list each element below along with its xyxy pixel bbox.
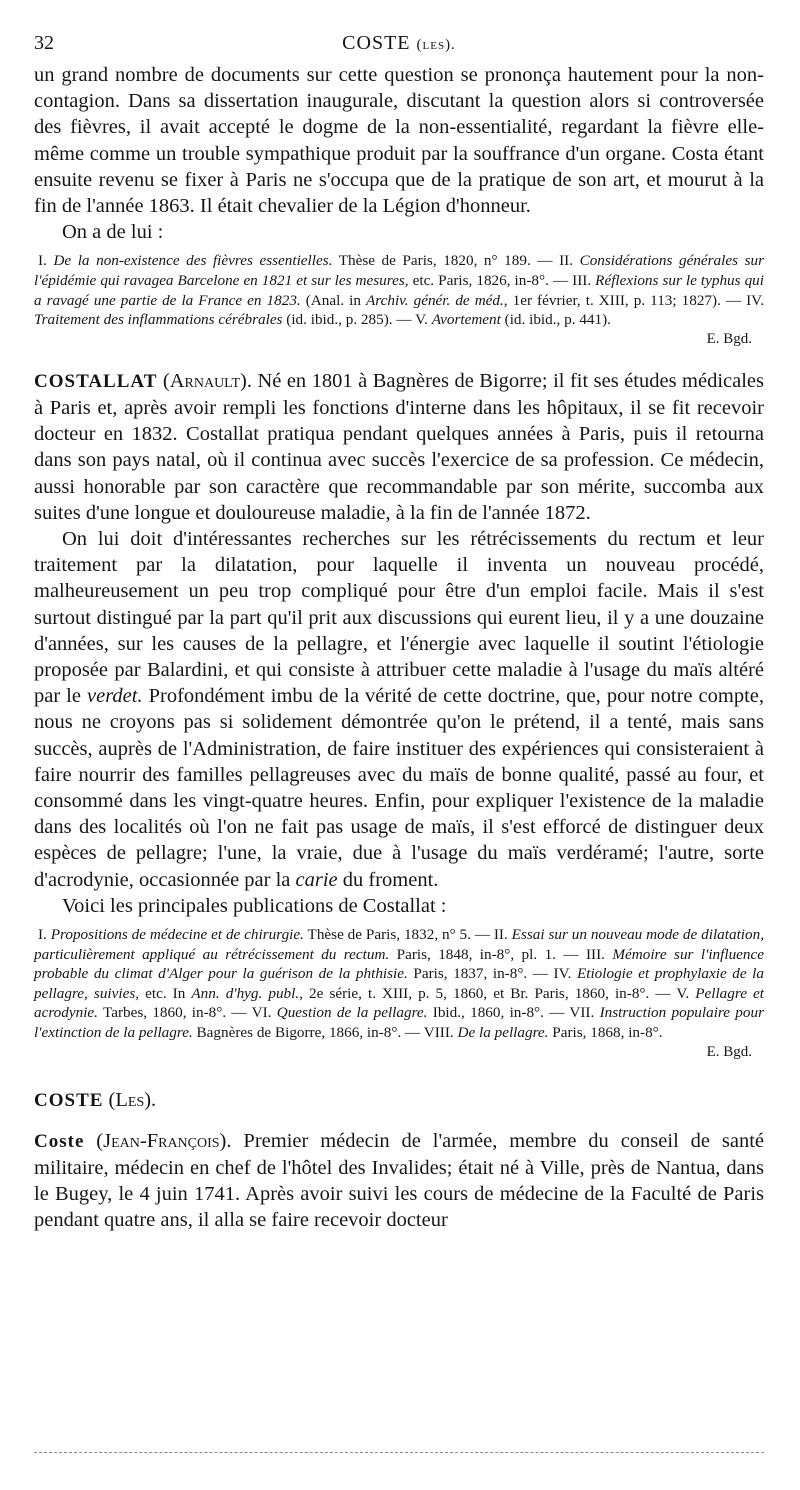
italic-term: carie — [295, 868, 338, 891]
biblio-details: Thèse de Paris, 1820, n° 189. — — [332, 252, 560, 270]
running-title-suffix: (les). — [416, 37, 456, 53]
biblio-num: III. — [572, 272, 592, 290]
biblio-num: I. — [38, 252, 47, 270]
running-head — [34, 28, 764, 62]
biblio-details: 1er février, t. XIII, p. 113; 1827). — — [507, 291, 747, 309]
biblio-num: V. — [415, 311, 428, 329]
page — [34, 28, 764, 1234]
bibliography-intro: On a de lui : — [62, 221, 164, 244]
biblio-details: (Anal. in — [300, 291, 366, 309]
entry-text: Premier médecin de l'armée, membre du conseil de santé militaire, médecin en chef de l'hôtel des Invalides; était né à Ville, près de Nantua, dans le Bugey, le 4 juin 1741. Après avoir suivi les cours de médecine de la Faculté de Paris pendant quatre ans, il alla se faire recevoir docteur — [34, 1129, 765, 1232]
entry-surname: COSTALLAT — [34, 370, 158, 392]
biblio-title: De la non-existence des fièvres essentielles. — [53, 252, 333, 270]
page-number: 32 — [34, 32, 54, 54]
entry-suffix: (Les). — [108, 1088, 157, 1111]
italic-term: verdet. — [87, 685, 143, 708]
bibliography-list: I. Propositions de médecine et de chirurgie. Thèse de Paris, 1832, n° 5. — II. Essai sur un nouveau mode de dilatation, particulièrement appliqué au rétrécissement du rectum. Paris, 1848, in-8°, pl. 1. — III. Mémoire sur l'influence probable du climat d'Alger pour la guérison de la phthisie. Paris, 1837, in-8°. — IV. Etiologie et prophylaxie de la pellagre, suivies, etc. In Ann. d'hyg. publ., 2e série, t. XIII, p. 5, 1860, et Br. Paris, 1860, in-8°. — V. Pellagre et acrodynie. Tarbes, 1860, in-8°. — VI. Question de la pellagre. Ibid., 1860, in-8°. — VII. Instruction populaire pour l'extinction de la pellagre. Bagnères de Bigorre, 1866, in-8°. — VIII. De la pellagre. Paris, 1868, in-8°. — [34, 926, 765, 1042]
entry-surname: Coste — [34, 1130, 85, 1152]
entry-forename: (Jean-François). — [96, 1129, 232, 1152]
entry-coste-jean-francois — [34, 1128, 764, 1234]
running-title-name: COSTE — [342, 32, 411, 54]
bibliography-list — [34, 251, 764, 329]
biblio-title: Traitement des inflammations cérébrales — [34, 311, 283, 329]
author-signature: E. Bgd. — [706, 1043, 752, 1060]
entry-paragraph: On lui doit d'intéressantes recherches sur les rétrécissements du rectum et leur traitement par la dilatation, pour laquelle il inventa un nouveau procédé, malheureusement un peu trop compliqué pour être d'un emploi facile. Mais il s'est surtout distingué par la part qu'il prit aux discussions qui eurent lieu, il y a une douzaine d'années, sur les causes de la pellagre, et l'énergie avec laquelle il soutint l'étiologie proposée par Balardini, et qui consiste à attribuer cette maladie à l'usage du maïs altéré par le verdet. Profondément imbu de la vérité de cette doctrine, que, pour notre compte, nous ne croyons pas si solidement démontrée qu'on le prétend, il a tenté, mais sans succès, auprès de l'Administration, de faire instituer des expériences qui consisteraient à faire nourrir des familles pellagreuses avec du maïs de bonne qualité, passé au four, et consommé dans les vingt-quatre heures. Enfin, pour expliquer l'existence de la maladie dans des localités où l'on ne fait pas usage de maïs, il s'est efforcé de distinguer deux espèces de pellagre; l'une, la vraie, due à l'usage du maïs verdéramé; l'autre, sorte d'acrodynie, occasionnée par la carie du froment. — [34, 528, 764, 891]
entry-text: Né en 1801 à Bagnères de Bigorre; il fit ses études médicales à Paris et, après avoir rempli les fonctions d'interne dans les hôpitaux, il se fit recevoir docteur en 1832. Costallat pratiqua pendant quelques années à Paris, puis il retourna dans son pays natal, où il continua avec succès l'exercice de sa profession. Ce médecin, aussi honorable par son caractère que recommandable par son mérite, succomba aux suites d'une longue et douloureuse maladie, à la fin de l'année 1872. — [34, 369, 764, 524]
running-title — [34, 32, 764, 55]
biblio-details: etc. Paris, 1826, in-8°. — — [408, 272, 573, 290]
biblio-title: Archiv. génér. de méd., — [366, 291, 508, 309]
entry-surname: COSTE — [34, 1089, 104, 1111]
entry-costallat — [34, 368, 764, 526]
biblio-num: IV. — [746, 291, 764, 309]
entry-coste-les-heading — [34, 1087, 764, 1114]
biblio-num: II. — [559, 252, 573, 270]
footer-rule — [34, 1452, 764, 1453]
entry-continuation-text: un grand nombre de documents sur cette question se prononça hautement pour la non-contagion. Dans sa dissertation inaugurale, discutant la question alors si controversée des fièvres, il avait accepté le dogme de la non-essentialité, regardant la fièvre elle-même comme un trouble sympathique produit par la souffrance d'un organe. Costa étant ensuite revenu se fixer à Paris ne s'occupa que de la pratique de son art, et mourut à la fin de l'année 1863. Il était chevalier de la Légion d'honneur. — [34, 64, 764, 218]
bibliography-intro: Voici les principales publications de Costallat : — [62, 894, 447, 917]
biblio-title: Avortement — [431, 311, 501, 329]
biblio-details: (id. ibid., p. 441). — [500, 311, 611, 329]
author-signature: E. Bgd. — [706, 330, 752, 347]
biblio-title: Considérations générales sur l'épidémie qui ravagea Barcelone en 1821 et sur les mesures, — [34, 252, 764, 290]
biblio-details: (id. ibid., p. 285). — — [282, 311, 416, 329]
biblio-title: Réflexions sur le typhus qui a ravagé une partie de la France en 1823. — [34, 272, 764, 309]
entry-forename: (Arnault). — [162, 369, 252, 392]
